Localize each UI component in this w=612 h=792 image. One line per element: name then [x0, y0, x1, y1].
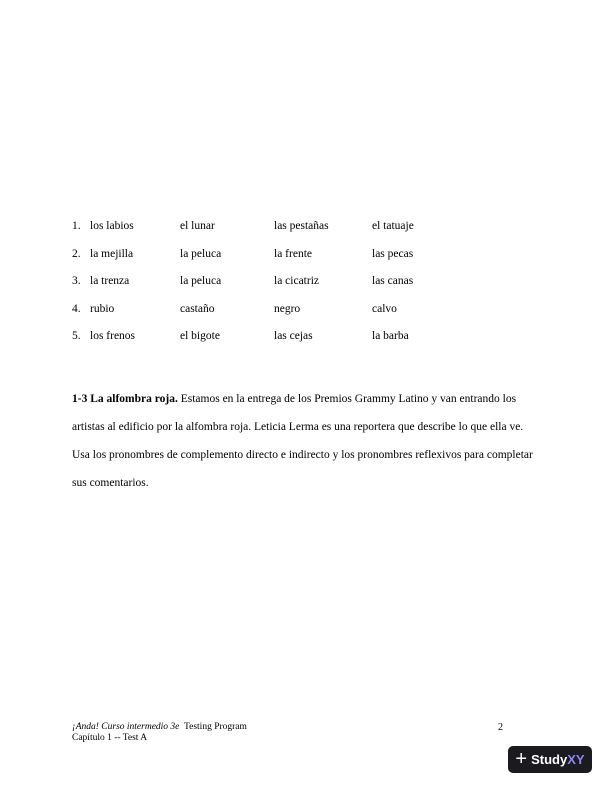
vocab-word: las canas — [372, 275, 414, 287]
exercise-instructions — [72, 385, 542, 497]
plus-icon: + — [515, 747, 528, 770]
page-footer — [72, 722, 512, 744]
vocab-word: los frenos — [90, 330, 136, 342]
vocab-word: rubio — [90, 302, 115, 315]
vocab-word: la frente — [274, 247, 312, 260]
vocab-word: la barba — [372, 330, 409, 342]
vocab-word: las cejas — [274, 330, 313, 342]
program-name: Testing Program — [179, 722, 247, 732]
vocab-word: las pestañas — [274, 220, 329, 232]
item-number: 2. — [72, 247, 81, 260]
vocab-word: la mejilla — [90, 247, 134, 260]
vocab-word: calvo — [372, 302, 397, 315]
vocab-row — [72, 303, 492, 331]
page-number: 2 — [498, 722, 503, 733]
vocab-word: la cicatriz — [274, 275, 320, 287]
vocab-word: negro — [274, 302, 301, 315]
chapter-label: Capítulo 1 -- Test A — [72, 733, 148, 743]
footer-line-1 — [72, 722, 512, 733]
vocab-word: la peluca — [180, 247, 222, 260]
item-number: 1. — [72, 220, 81, 232]
vocab-word: los labios — [90, 220, 134, 232]
vocab-word: castaño — [180, 302, 215, 315]
book-title: ¡Anda! Curso intermedio 3e — [72, 722, 180, 732]
vocab-word: la peluca — [180, 275, 222, 287]
vocab-word: el bigote — [180, 330, 220, 342]
vocab-row — [72, 220, 492, 248]
studyxy-watermark[interactable] — [508, 746, 592, 773]
vocab-row — [72, 330, 492, 358]
exercise-body: Estamos en la entrega de los Premios Grammy Latino y van entrando los artistas al edificio por la alfombra roja. Leticia Lerma es una reportera que describe lo que ella ve. Usa los pronombres de complemento directo e indirecto y los pronombres reflexivos para completar sus comentarios. — [72, 393, 533, 489]
exercise-title: 1-3 La alfombra roja. — [72, 393, 178, 405]
vocab-row — [72, 248, 492, 276]
vocab-row — [72, 275, 492, 303]
vocab-word: la trenza — [90, 275, 130, 287]
watermark-brand: StudyXY — [531, 752, 585, 767]
vocab-word: el tatuaje — [372, 220, 414, 232]
item-number: 4. — [72, 302, 81, 315]
item-number: 5. — [72, 330, 81, 342]
vocab-word: el lunar — [180, 220, 215, 232]
vocabulary-list — [72, 220, 492, 358]
vocab-word: las pecas — [372, 247, 414, 260]
item-number: 3. — [72, 275, 81, 287]
